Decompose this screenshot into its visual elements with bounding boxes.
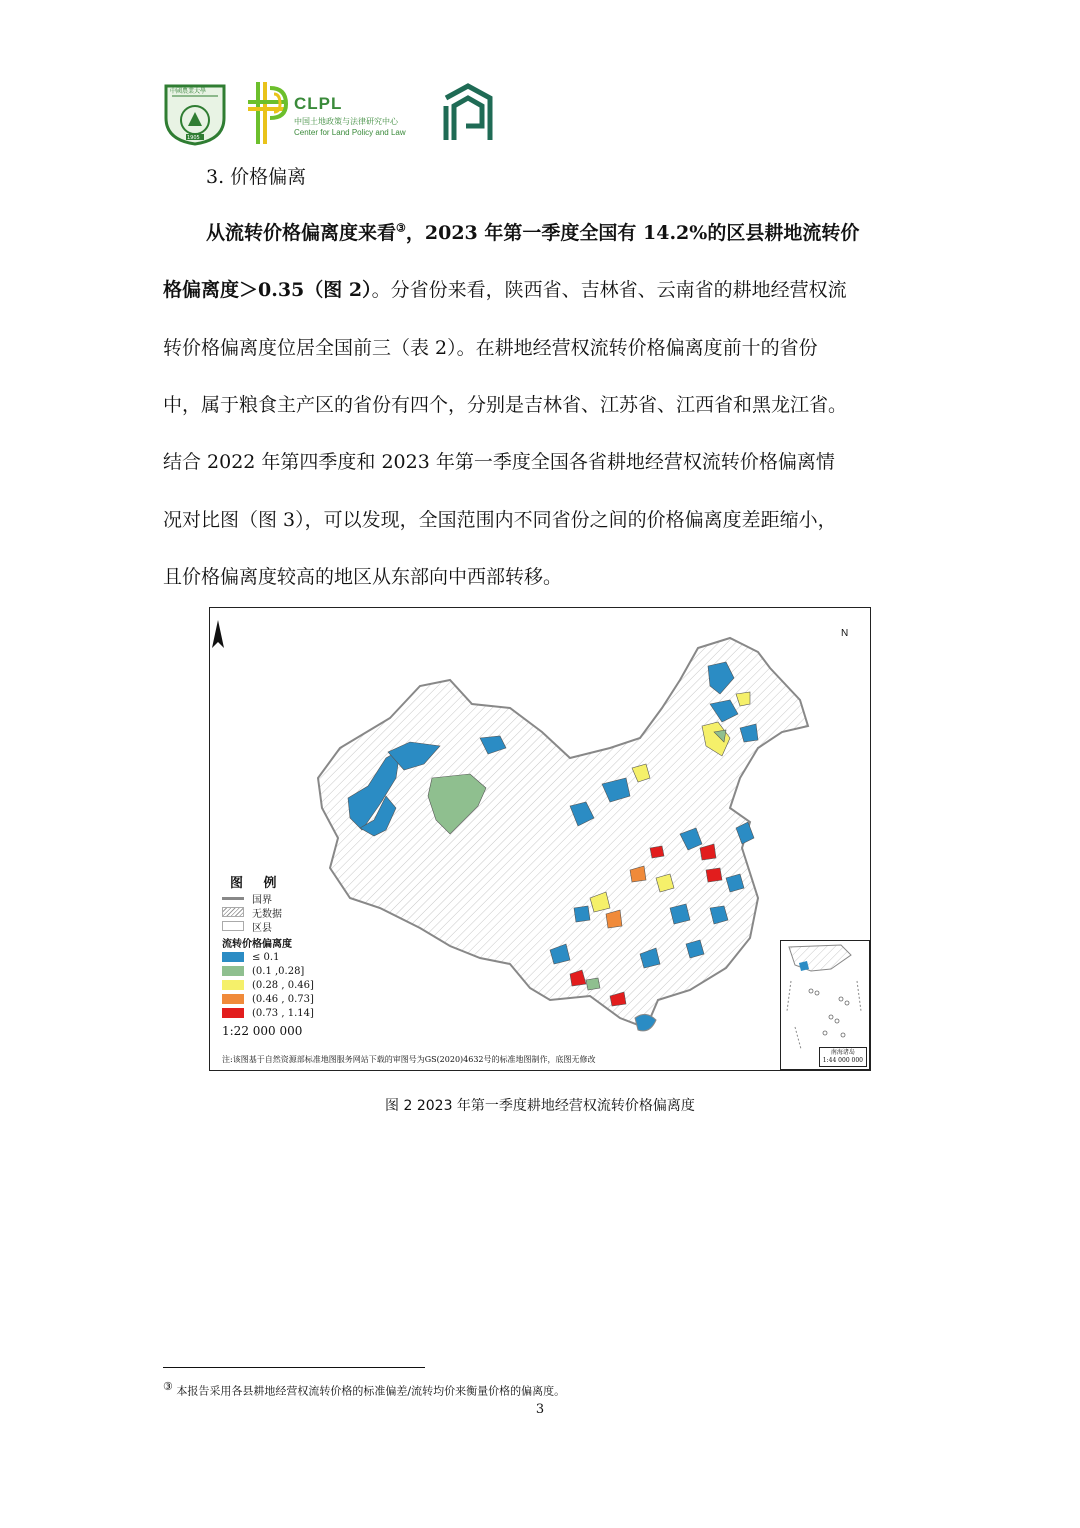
map-figure <box>209 607 871 1071</box>
legend-label: (0.1 ,0.28] <box>252 965 305 977</box>
header-logos <box>162 78 502 148</box>
figure-caption: 图 2 2023 年第一季度耕地经营权流转价格偏离度 <box>385 1098 695 1114</box>
class-swatch <box>222 1008 244 1018</box>
south-china-sea-inset <box>780 940 870 1070</box>
north-arrow-icon <box>210 608 226 652</box>
region-patch <box>586 978 600 990</box>
legend-subtitle: 流转价格偏离度 <box>222 939 292 950</box>
border-swatch <box>222 897 244 900</box>
footnote-text: 本报告采用各县耕地经营权流转价格的标准偏差/流转均价来衡量价格的偏离度。 <box>176 1384 566 1398</box>
cau-logo-text: 中國農業大學 <box>170 88 207 95</box>
paragraph-line: 结合 2022 年第四季度和 2023 年第一季度全国各省耕地经营权流转价格偏离情 <box>163 451 835 473</box>
paragraph-line-text: 。分省份来看，陕西省、吉林省、云南省的耕地经营权流 <box>371 279 847 301</box>
legend-row-class <box>222 950 422 964</box>
map-legend <box>222 872 422 1038</box>
legend-row-class <box>222 992 422 1006</box>
paragraph-line: 转价格偏离度位居全国前三（表 2）。在耕地经营权流转价格偏离度前十的省份 <box>163 337 818 359</box>
building-logo-icon <box>442 82 494 144</box>
clpl-logo <box>246 80 426 146</box>
clpl-title: CLPL <box>294 94 343 113</box>
class-swatch <box>222 952 244 962</box>
paragraph-line: 中，属于粮食主产区的省份有四个，分别是吉林省、江苏省、江西省和黑龙江省。 <box>163 394 848 416</box>
region-patch <box>650 846 664 858</box>
legend-label: (0.28 , 0.46] <box>252 979 314 991</box>
footnote <box>163 1380 565 1399</box>
region-patch <box>574 906 590 922</box>
paragraph-line-text: 从流转价格偏离度来看 <box>206 222 397 244</box>
clpl-mark-icon <box>246 80 290 146</box>
legend-label: (0.46 , 0.73] <box>252 993 314 1005</box>
cau-logo-year: 1905 <box>187 135 200 141</box>
inset-name: 南海诸岛 <box>830 1049 855 1056</box>
paragraph-line-text: ，2023 年第一季度全国有 14.2%的区县耕地流转价 <box>405 222 860 244</box>
legend-row-class <box>222 964 422 978</box>
legend-label: 无数据 <box>252 908 282 920</box>
page-number: 3 <box>535 1402 545 1417</box>
class-swatch <box>222 980 244 990</box>
footnote-mark: ③ <box>163 1380 173 1393</box>
legend-label: 区县 <box>252 922 272 934</box>
region-patch <box>670 904 690 924</box>
class-swatch <box>222 994 244 1004</box>
section-heading: 3. 价格偏离 <box>206 166 307 188</box>
inset-scale: 1:44 000 000 <box>822 1057 863 1064</box>
legend-row-class <box>222 1006 422 1020</box>
region-patch <box>706 868 722 882</box>
paragraph-line-text: 格偏离度＞0.35（图 2） <box>163 279 372 301</box>
paragraph-line: 况对比图（图 3），可以发现，全国范围内不同省份之间的价格偏离度差距缩小， <box>163 509 837 531</box>
paragraph-line <box>163 275 847 302</box>
class-swatch <box>222 966 244 976</box>
map-scale: 1:22 000 000 <box>222 1024 303 1038</box>
legend-label: 国界 <box>252 894 272 906</box>
paragraph-line: 且价格偏离度较高的地区从东部向中西部转移。 <box>163 566 563 588</box>
legend-label: ≤ 0.1 <box>252 951 280 963</box>
footnote-divider <box>163 1367 425 1368</box>
legend-row-class <box>222 978 422 992</box>
legend-title: 图 例 <box>230 876 285 891</box>
clpl-english-name: Center for Land Policy and Law <box>294 128 406 137</box>
footnote-reference[interactable]: ③ <box>396 221 406 235</box>
legend-row-county <box>222 919 422 933</box>
paragraph-line <box>206 218 859 245</box>
clpl-chinese-name: 中国土地政策与法律研究中心 <box>294 117 398 126</box>
north-label: N <box>841 628 849 639</box>
legend-label: (0.73 , 1.14] <box>252 1007 314 1019</box>
legend-row-nodata <box>222 905 422 919</box>
county-swatch <box>222 921 244 931</box>
map-note: 注:该图基于自然资源部标准地图服务网站下载的审图号为GS(2020)4632号的标准地图制作，底图无修改 <box>222 1055 596 1064</box>
nodata-swatch <box>222 907 244 917</box>
legend-row-border <box>222 891 422 905</box>
hainan-island <box>635 1014 656 1030</box>
inset-label <box>819 1047 867 1067</box>
